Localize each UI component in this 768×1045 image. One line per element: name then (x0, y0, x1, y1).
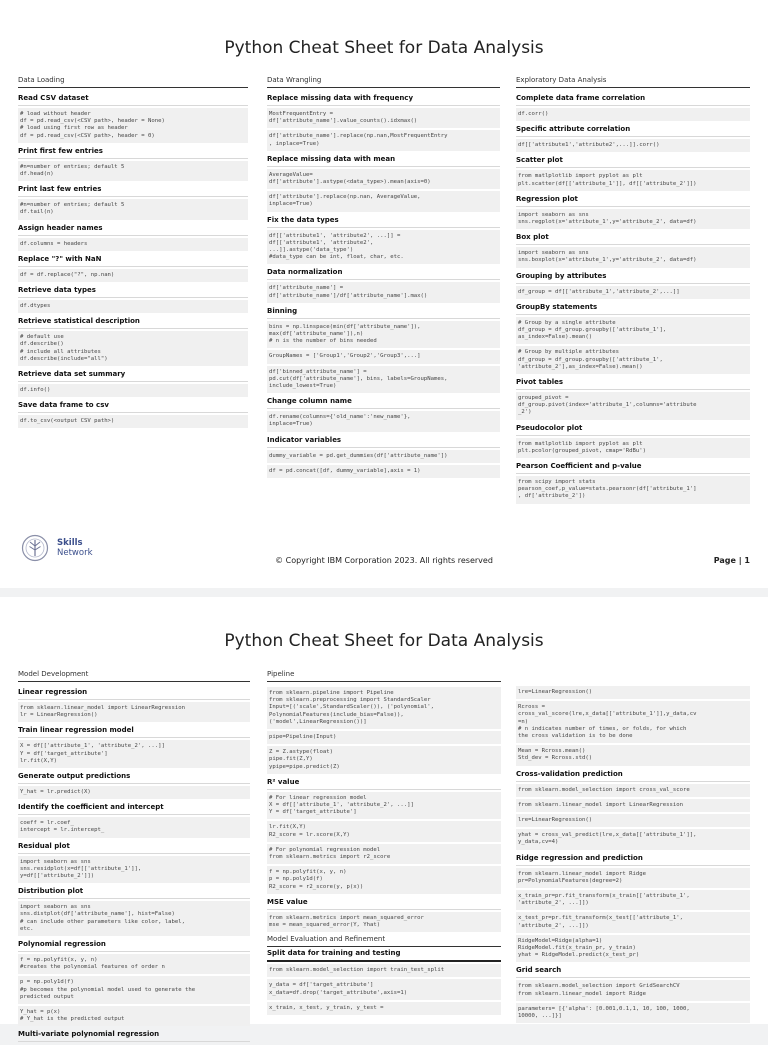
section-cross-validation-prediction (516, 769, 750, 850)
data-wrangling-column (267, 76, 500, 481)
code-block: import seaborn as sns sns.boxplot(x='attribute_1',y='attribute_2', data=df) (516, 247, 750, 267)
section-ridge-regression-and-prediction (516, 853, 750, 963)
section-fix-the-data-types (267, 215, 500, 265)
code-block: df['binned_attribute_name'] = pd.cut(df['attribute_name'], bins, labels=GroupNames, include_lowest=True) (267, 366, 500, 394)
section-r-value (267, 777, 501, 894)
code-block: from scipy import stats pearson_coef,p_value=stats.pearsonr(df['attribute_1'] , df['attribute_2']) (516, 476, 750, 504)
code-block: parameters= [{'alpha': [0.001,0.1,1, 10, 100, 1000, 10000, ...]}] (516, 1003, 750, 1023)
section-distribution-plot (18, 886, 250, 936)
section-polynomial-regression (18, 939, 250, 1026)
skills-network-logo-text (57, 538, 93, 558)
section-title: Regression plot (516, 194, 750, 207)
section-title: R² value (267, 777, 501, 790)
section-title: Distribution plot (18, 886, 250, 899)
section-title: Pivot tables (516, 377, 750, 390)
code-block: y_data = df['target_attribute'] x_data=df.drop('target_attribute',axis=1) (267, 979, 501, 999)
code-block: import seaborn as sns sns.residplot(x=df[['attribute_1']], y=df[['attribute_2']]) (18, 856, 250, 884)
section-title: Complete data frame correlation (516, 93, 750, 106)
cross-validation-column (516, 670, 750, 1026)
code-block: coeff = lr.coef_ intercept = lr.intercept_ (18, 817, 250, 837)
section-title: Print first few entries (18, 146, 248, 159)
code-block: from sklearn.model_selection import GridSearchCV from sklearn.linear_model import Ridge (516, 980, 750, 1000)
section-scatter-plot (516, 155, 750, 190)
section-title: Indicator variables (267, 435, 500, 448)
code-block: df.info() (18, 384, 248, 397)
section-generate-output-predictions (18, 771, 250, 799)
code-block: df['attribute'].replace(np.nan, AverageValue, inplace=True) (267, 191, 500, 211)
section-grid-search (516, 965, 750, 1023)
column-heading: Data Loading (18, 76, 248, 88)
code-block: from sklearn.model_selection import cross_val_score (516, 784, 750, 797)
section-continued (516, 686, 750, 766)
section-title: Scatter plot (516, 155, 750, 168)
section-assign-header-names (18, 223, 248, 251)
code-block: df = df.replace("?", np.nan) (18, 269, 248, 282)
code-block: lre=LinearRegression() (516, 814, 750, 827)
code-block: df[['attribute1','attribute2',...]].corr() (516, 139, 750, 152)
section-print-first-few-entries (18, 146, 248, 181)
section-linear-regression (18, 687, 250, 722)
code-block: X = df[['attribute_1', 'attribute_2', ...]] Y = df['target_attribute'] lr.fit(X,Y) (18, 740, 250, 768)
code-block: lre=LinearRegression() (516, 686, 750, 699)
section-replace-missing-data-with-frequency (267, 93, 500, 151)
section-pseudocolor-plot (516, 423, 750, 458)
section-title: Polynomial regression (18, 939, 250, 952)
code-block: grouped_pivot = df_group.pivot(index='attribute_1',columns='attribute _2') (516, 392, 750, 420)
section-title: Grouping by attributes (516, 271, 750, 284)
section-specific-attribute-correlation (516, 124, 750, 152)
code-block: f = np.polyfit(x, y, n) p = np.poly1d(f) R2_score = r2_score(y, p(x)) (267, 866, 501, 894)
code-block: x_train, x_test, y_train, y_test = (267, 1002, 501, 1015)
column-heading: Exploratory Data Analysis (516, 76, 750, 88)
section-complete-data-frame-correlation (516, 93, 750, 121)
section-indicator-variables (267, 435, 500, 478)
code-block: from sklearn.linear_model import LinearRegression (516, 799, 750, 812)
section-title: Save data frame to csv (18, 400, 248, 413)
code-block: p = np.poly1d(f) #p becomes the polynomial model used to generate the predicted output (18, 976, 250, 1004)
column-heading: Model Development (18, 670, 250, 682)
code-block: yhat = cross_val_predict(lre,x_data[['attribute_1']], y_data,cv=4) (516, 829, 750, 849)
code-block: lr.fit(X,Y) R2_score = lr.score(X,Y) (267, 821, 501, 841)
section-retrieve-data-set-summary (18, 369, 248, 397)
code-block: df.to_csv(<output CSV path>) (18, 415, 248, 428)
section-title: Specific attribute correlation (516, 124, 750, 137)
section-title: Multi-variate polynomial regression (18, 1029, 250, 1042)
section-print-last-few-entries (18, 184, 248, 219)
code-block: df['attribute_name'] = df['attribute_name']/df['attribute_name'].max() (267, 282, 500, 302)
section-continued (267, 687, 501, 774)
code-block: import seaborn as sns sns.distplot(df['attribute_name'], hist=False) # can include other parameters like color, label, etc. (18, 901, 250, 936)
section-title: Residual plot (18, 841, 250, 854)
section-title: Cross-validation prediction (516, 769, 750, 782)
section-retrieve-data-types (18, 285, 248, 313)
section-title: GroupBy statements (516, 302, 750, 315)
logo-line-1: Skills (57, 538, 83, 548)
section-save-data-frame-to-csv (18, 400, 248, 428)
section-mse-value (267, 897, 501, 932)
column-heading: Pipeline (267, 670, 501, 682)
code-block: df[['attribute1', 'attribute2', ...]] = df[['attribute1', 'attribute2', ...]].astype('data_type') #data_type can be int, float, char, etc. (267, 230, 500, 265)
code-block: # load without header df = pd.read_csv(<CSV path>, header = None) # load using first row as header df = pd.read_csv(<CSV path>, header = 0) (18, 108, 248, 143)
code-block: df.dtypes (18, 300, 248, 313)
code-block: df.corr() (516, 108, 750, 121)
code-block: Y_hat = lr.predict(X) (18, 786, 250, 799)
section-groupby-statements (516, 302, 750, 374)
section-binning (267, 306, 500, 393)
pipeline-column (267, 670, 501, 1018)
section-title: MSE value (267, 897, 501, 910)
code-block: # For polynomial regression model from sklearn.metrics import r2_score (267, 844, 501, 864)
section-title: Linear regression (18, 687, 250, 700)
page-title: Python Cheat Sheet for Data Analysis (224, 38, 544, 58)
section-identify-the-coefficient-and-intercept (18, 802, 250, 837)
code-block: #n=number of entries; default 5 df.tail(n) (18, 199, 248, 219)
section-title: Retrieve data types (18, 285, 248, 298)
section-title: Split data for training and testing (267, 948, 501, 962)
code-block: MostFrequentEntry = df['attribute_name'].value_counts().idxmax() (267, 108, 500, 128)
section-title: Grid search (516, 965, 750, 978)
section-retrieve-statistical-description (18, 316, 248, 366)
section-title: Pearson Coefficient and p-value (516, 461, 750, 474)
code-block: # Group by a single attribute df_group = df_group.groupby(['attribute_1'], as_index=False).mean() (516, 317, 750, 345)
code-block: dummy_variable = pd.get_dummies(df['attribute_name']) (267, 450, 500, 463)
code-block: from matlplotlib import pyplot as plt plt.pcolor(grouped_pivot, cmap='RdBu') (516, 438, 750, 458)
section-residual-plot (18, 841, 250, 884)
section-title: Read CSV dataset (18, 93, 248, 106)
code-block: from sklearn.linear_model import LinearRegression lr = LinearRegression() (18, 702, 250, 722)
section-title: Identify the coefficient and intercept (18, 802, 250, 815)
section-change-column-name (267, 396, 500, 431)
section-pearson-coefficient-and-p-value (516, 461, 750, 504)
section-replace-with-nan (18, 254, 248, 282)
code-block: from sklearn.model_selection import train_test_split (267, 964, 501, 977)
data-loading-column (18, 76, 248, 431)
section-split-data-for-training-and-testing (267, 948, 501, 1015)
column-heading: Data Wrangling (267, 76, 500, 88)
section-title: Data normalization (267, 267, 500, 280)
code-block: from sklearn.pipeline import Pipeline from sklearn.preprocessing import StandardScaler Input=[('scale',StandardScaler()), ('polynomial', PolynomialFeatures(include_bias=False)), ('model',LinearRegression())] (267, 687, 501, 729)
logo-line-2: Network (57, 548, 93, 558)
section-box-plot (516, 232, 750, 267)
copyright-notice: © Copyright IBM Corporation 2023. All rights reserved (275, 556, 493, 565)
section-replace-missing-data-with-mean (267, 154, 500, 212)
code-block: df['attribute_name'].replace(np.nan,MostFrequentEntry , inplace=True) (267, 130, 500, 150)
section-title: Generate output predictions (18, 771, 250, 784)
code-block: GroupNames = ['Group1','Group2','Group3',...] (267, 350, 500, 363)
code-block: Rcross = cross_val_score(lre,x_data[['attribute_1']],y_data,cv =n) # n indicates number of times, or folds, for which the cross validation is to be done (516, 701, 750, 743)
section-title: Assign header names (18, 223, 248, 236)
code-block: df = pd.concat([df, dummy_variable],axis = 1) (267, 465, 500, 478)
section-title: Fix the data types (267, 215, 500, 228)
column-subheading: Model Evaluation and Refinement (267, 935, 501, 947)
section-read-csv-dataset (18, 93, 248, 143)
code-block: # default use df.describe() # include all attributes df.describe(include="all") (18, 331, 248, 366)
section-title: Replace missing data with frequency (267, 93, 500, 106)
section-title: Print last few entries (18, 184, 248, 197)
code-block: pipe=Pipeline(Input) (267, 731, 501, 744)
code-block: df.rename(columns={'old_name':'new_name'}, inplace=True) (267, 411, 500, 431)
column-heading (516, 670, 750, 681)
section-train-linear-regression-model (18, 725, 250, 768)
code-block: from matlplotlib import pyplot as plt plt.scatter(df[['attribute_1']], df[['attribute_2']]) (516, 170, 750, 190)
section-data-normalization (267, 267, 500, 302)
code-block: Y_hat = p(x) # Y_hat is the predicted output (18, 1006, 250, 1026)
code-block: x_test_pr=pr.fit_transform(x_test[['attribute_1', 'attribute_2', ...]]) (516, 912, 750, 932)
code-block: Z = Z.astype(float) pipe.fit(Z,Y) ypipe=pipe.predict(Z) (267, 746, 501, 774)
section-title: Replace missing data with mean (267, 154, 500, 167)
section-title: Change column name (267, 396, 500, 409)
section-pivot-tables (516, 377, 750, 420)
section-title: Retrieve statistical description (18, 316, 248, 329)
section-title: Train linear regression model (18, 725, 250, 738)
code-block: from sklearn.metrics import mean_squared_error mse = mean_squared_error(Y, Yhat) (267, 912, 501, 932)
code-block: x_train_pr=pr.fit_transform(x_train[['attribute_1', 'attribute_2', ...]]) (516, 890, 750, 910)
code-block: RidgeModel=Ridge(alpha=1) RidgeModel.fit(x_train_pr, y_train) yhat = RidgeModel.predict(x_test_pr) (516, 935, 750, 963)
section-title: Binning (267, 306, 500, 319)
section-title: Pseudocolor plot (516, 423, 750, 436)
code-block: df_group = df[['attribute_1','attribute_2',...]] (516, 286, 750, 299)
code-block: #n=number of entries; default 5 df.head(n) (18, 161, 248, 181)
code-block: df.columns = headers (18, 238, 248, 251)
code-block: import seaborn as sns sns.regplot(x='attribute_1',y='attribute_2', data=df) (516, 209, 750, 229)
page-number: Page | 1 (713, 556, 750, 565)
section-grouping-by-attributes (516, 271, 750, 299)
code-block: AverageValue= df['attribute'].astype(<data_type>).mean(axis=0) (267, 169, 500, 189)
code-block: f = np.polyfit(x, y, n) #creates the polynomial features of order n (18, 954, 250, 974)
code-block: # Group by multiple attributes df_group = df_group.groupby(['attribute_1', 'attribute_2'],as_index=False).mean() (516, 346, 750, 374)
page-title: Python Cheat Sheet for Data Analysis (224, 631, 544, 651)
code-block: Mean = Rcross.mean() Std_dev = Rcross.std() (516, 745, 750, 765)
section-regression-plot (516, 194, 750, 229)
code-block: from sklearn.linear_model import Ridge pr=PolynomialFeatures(degree=2) (516, 868, 750, 888)
section-title: Box plot (516, 232, 750, 245)
code-block: bins = np.linspace(min(df['attribute_name']), max(df['attribute_name']),n) # n is the number of bins needed (267, 321, 500, 349)
section-title: Retrieve data set summary (18, 369, 248, 382)
model-development-column (18, 670, 250, 1045)
section-title: Replace "?" with NaN (18, 254, 248, 267)
section-multi-variate-polynomial-regression (18, 1029, 250, 1042)
exploratory-analysis-column (516, 76, 750, 507)
section-title: Ridge regression and prediction (516, 853, 750, 866)
code-block: # For linear regression model X = df[['attribute_1', 'attribute_2', ...]] Y = df['target_attribute'] (267, 792, 501, 820)
